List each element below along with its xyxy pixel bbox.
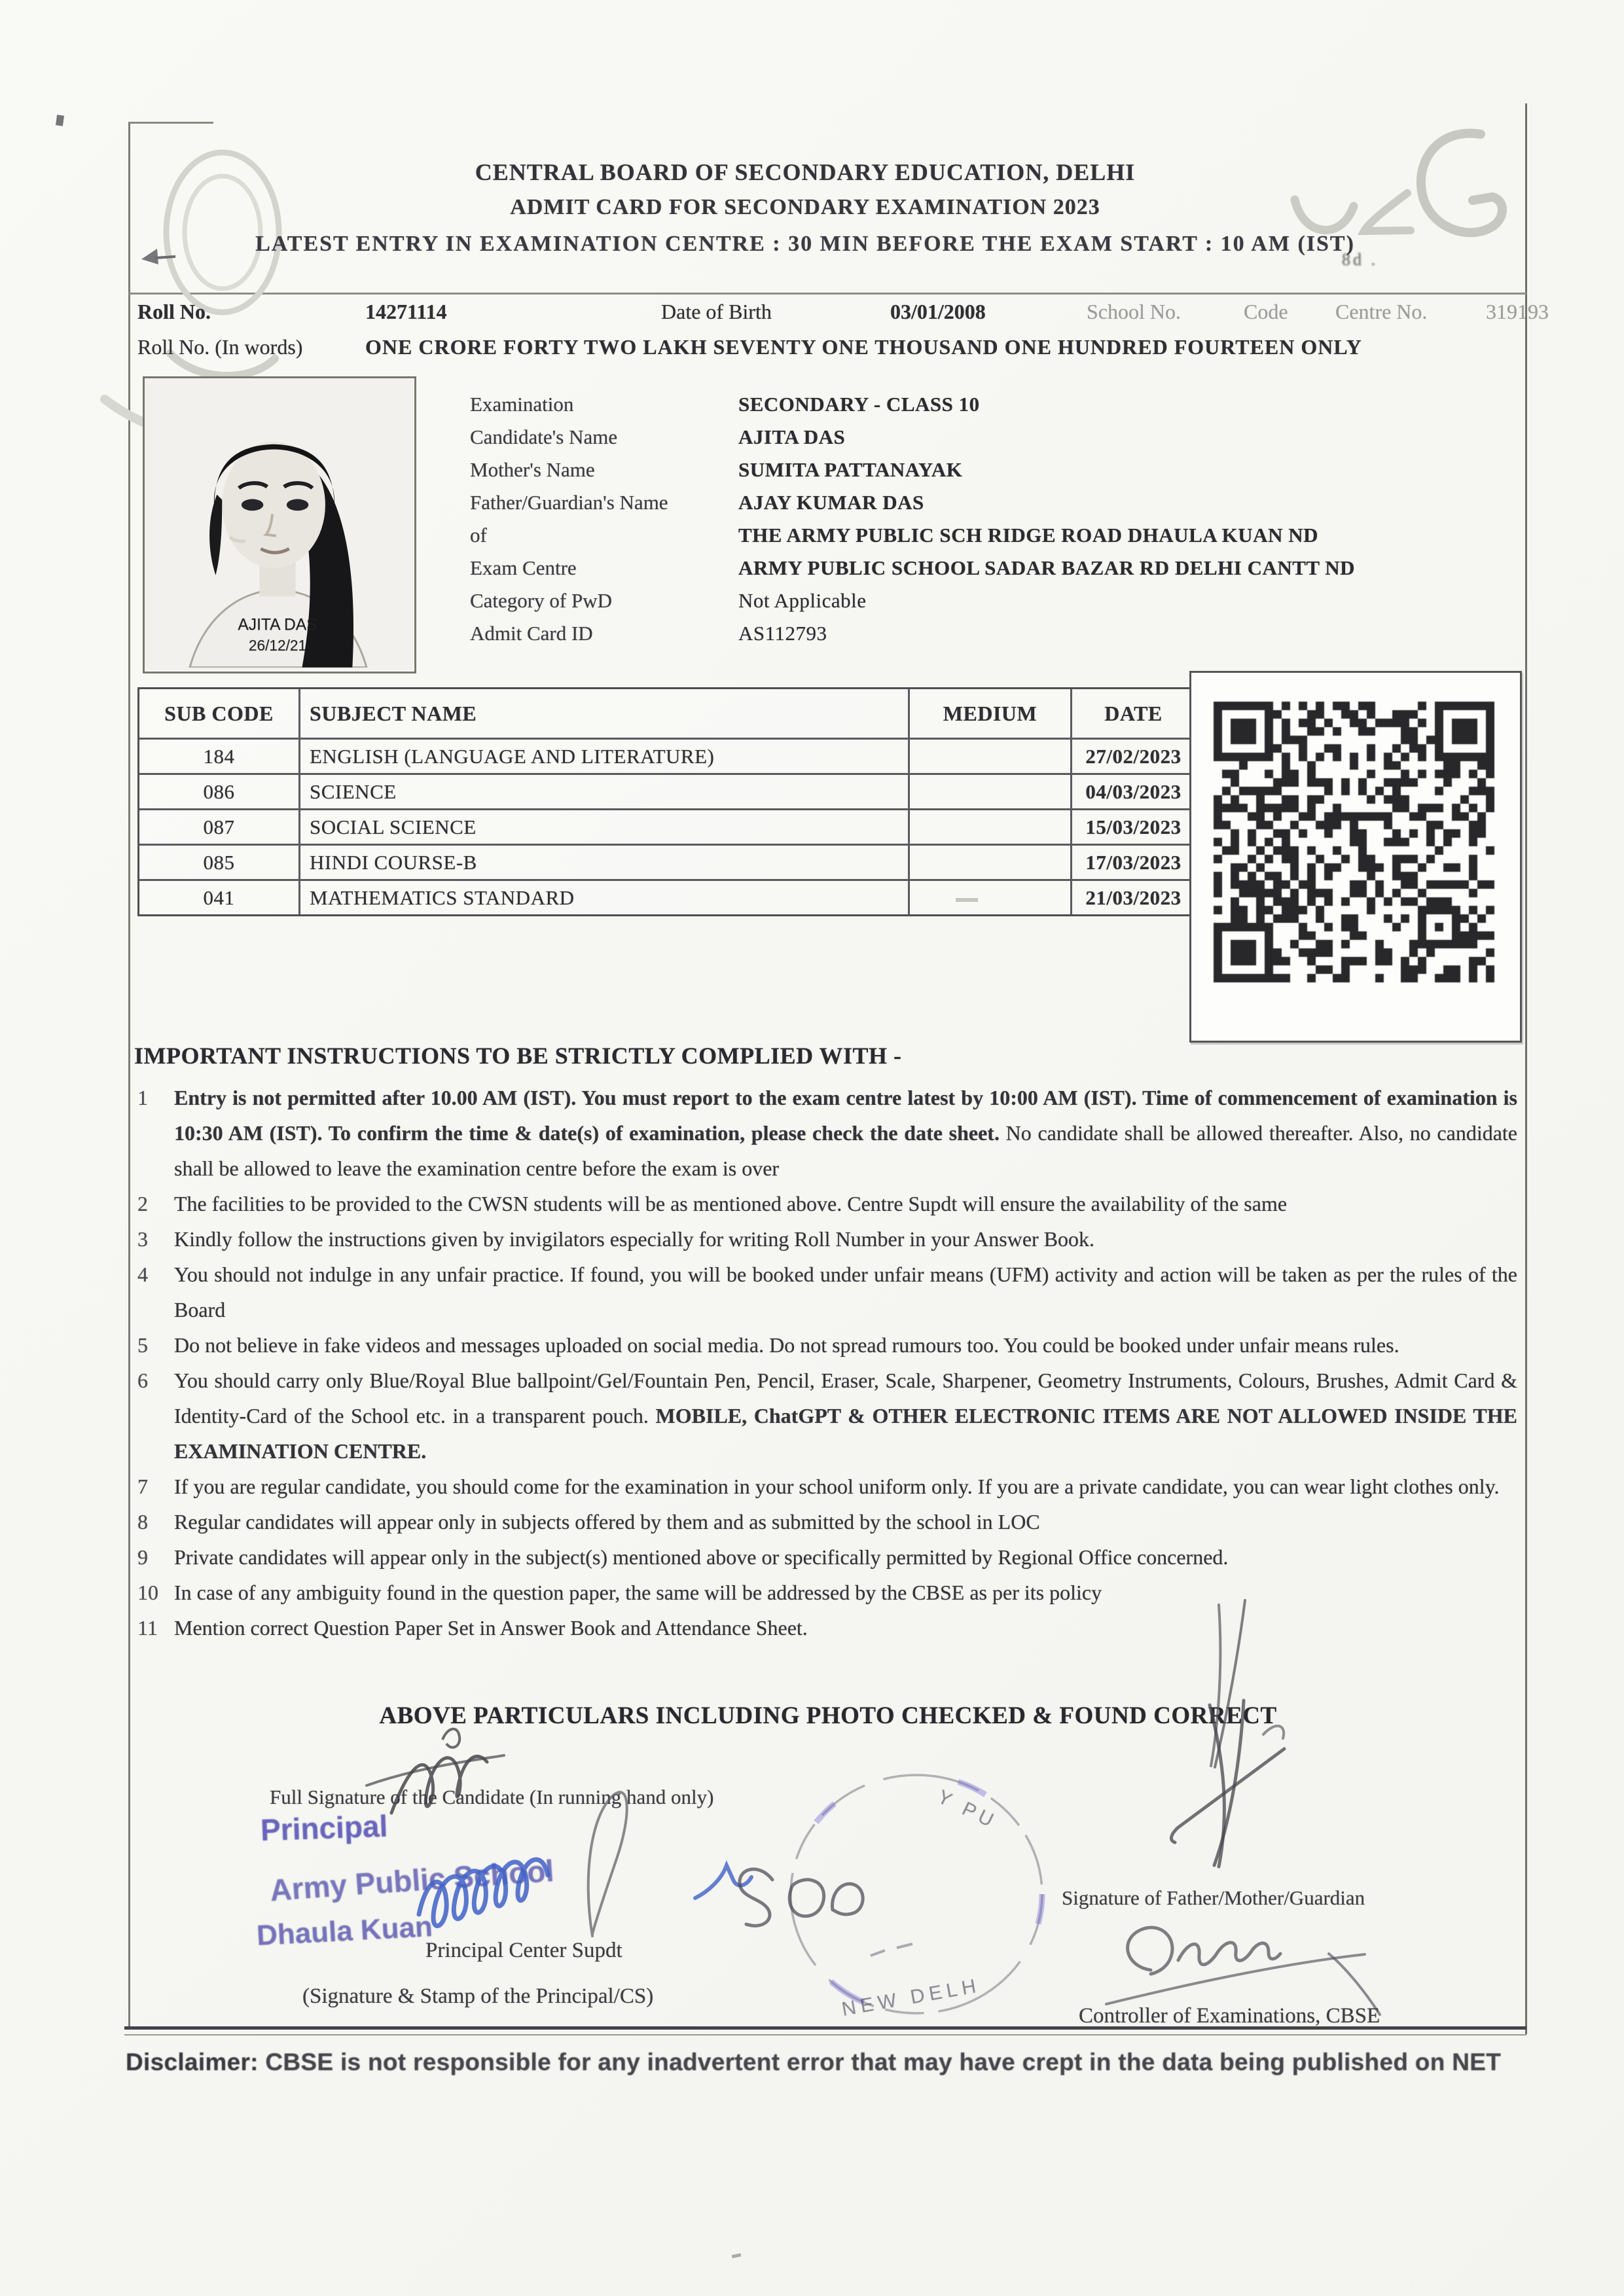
scan-artifact-2	[732, 2253, 742, 2259]
disclaimer	[126, 2049, 1540, 2076]
sub-code: 086	[203, 780, 235, 803]
centre-no-label: Centre No.	[1335, 300, 1428, 323]
detail-label: Father/Guardian's Name	[470, 491, 668, 514]
detail-value: AJAY KUMAR DAS	[738, 491, 924, 514]
detail-row	[470, 556, 1517, 589]
header	[131, 158, 1479, 257]
candidate-details	[470, 393, 1517, 655]
detail-row	[470, 491, 1517, 524]
detail-label: Exam Centre	[470, 556, 577, 579]
principal-supdt-label: Principal Center Supdt	[425, 1939, 623, 1962]
card-border-left	[128, 123, 130, 2026]
guardian-signature-label: Signature of Father/Mother/Guardian	[1062, 1886, 1365, 1909]
col-date: DATE	[1070, 689, 1195, 738]
card-border-bottom-2	[124, 2034, 1526, 2036]
detail-value: AJITA DAS	[738, 425, 846, 448]
detail-row	[470, 622, 1517, 655]
instruction-item: 5 Do not believe in fake videos and messages uploaded on social media. Do not spread rumours too. You could be booked under unfair means rules.	[137, 1333, 1399, 1357]
principal-supdt-sublabel: (Signature & Stamp of the Principal/CS)	[302, 1984, 654, 2008]
detail-row	[470, 425, 1517, 458]
detail-label: Candidate's Name	[470, 425, 618, 448]
detail-row	[470, 589, 1517, 622]
sub-code: 184	[203, 744, 235, 768]
subject-name: SCIENCE	[298, 775, 908, 808]
card-border-right	[1525, 103, 1527, 2034]
board-title: CENTRAL BOARD OF SECONDARY EDUCATION, DELHI	[475, 159, 1136, 185]
instructions-list	[137, 1080, 1517, 1645]
subject-row	[139, 844, 1195, 879]
controller-label: Controller of Examinations, CBSE	[1079, 2004, 1380, 2028]
candidate-photo	[143, 376, 416, 673]
medium	[908, 740, 1070, 773]
sub-code: 041	[203, 886, 235, 909]
detail-label: of	[470, 524, 487, 547]
subject-row	[139, 773, 1195, 808]
detail-row	[470, 393, 1517, 425]
exam-date: 04/03/2023	[1070, 775, 1195, 808]
round-stamp-bottom-text: NEW DELH	[840, 1975, 983, 2020]
photo-caption-date: 26/12/21	[248, 637, 307, 655]
subjects-table	[137, 687, 1197, 916]
subject-name: HINDI COURSE-B	[298, 846, 908, 879]
corner-mark: 8d .	[1342, 250, 1378, 269]
sub-code: 085	[203, 850, 235, 874]
particulars-checked-line: ABOVE PARTICULARS INCLUDING PHOTO CHECKED & FOUND CORRECT	[379, 1702, 1277, 1729]
detail-label: Admit Card ID	[470, 622, 593, 645]
scan-smudge	[956, 898, 978, 902]
roll-no-value: 14271114	[365, 300, 447, 323]
subjects-header-row	[139, 689, 1195, 738]
instruction-item: 8 Regular candidates will appear only in subjects offered by them and as submitted by the school in LOC	[137, 1510, 1040, 1534]
card-title: ADMIT CARD FOR SECONDARY EXAMINATION 2023	[510, 195, 1100, 219]
medium	[908, 775, 1070, 808]
col-subject-name: SUBJECT NAME	[298, 689, 908, 738]
detail-label: Examination	[470, 393, 574, 416]
col-medium: MEDIUM	[908, 689, 1070, 738]
subject-row	[139, 879, 1195, 914]
sub-code: 087	[203, 815, 235, 838]
instruction-item: 6 You should carry only Blue/Royal Blue ballpoint/Gel/Fountain Pen, Pencil, Eraser, Scale, Sharpener, Geometry Instruments, Colours, Brushes, Admit Card & Identity-Card of the School etc. in a transparent pouch. MOBILE, ChatGPT & OTHER ELECTRONIC ITEMS ARE NOT ALLOWED INSIDE THE EXAMINATION CENTRE.	[137, 1369, 1518, 1463]
col-sub-code: SUB CODE	[164, 701, 274, 725]
qr-code	[1189, 671, 1522, 1043]
medium	[908, 810, 1070, 844]
scan-artifact	[56, 115, 64, 126]
principal-stamp-line2: Army Public School	[268, 1853, 555, 1908]
subject-name: MATHEMATICS STANDARD	[298, 881, 908, 914]
detail-value: Not Applicable	[738, 589, 867, 612]
detail-row	[470, 524, 1517, 556]
qr-code-icon	[1214, 702, 1494, 982]
detail-label: Category of PwD	[470, 589, 612, 612]
detail-value: SECONDARY - CLASS 10	[738, 393, 980, 416]
exam-date: 17/03/2023	[1070, 846, 1195, 879]
medium	[908, 846, 1070, 879]
detail-row	[470, 458, 1517, 491]
dob-value: 03/01/2008	[890, 300, 986, 323]
instruction-item: 2 The facilities to be provided to the CWSN students will be as mentioned above. Centre Supdt will ensure the availability of the same	[137, 1192, 1288, 1215]
detail-value: THE ARMY PUBLIC SCH RIDGE ROAD DHAULA KUAN ND	[738, 524, 1318, 547]
instruction-item: 11 Mention correct Question Paper Set in Answer Book and Attendance Sheet.	[137, 1616, 808, 1640]
round-stamp-top-text: Y PU	[933, 1785, 1001, 1834]
school-no-label: School No.	[1087, 300, 1181, 323]
photo-caption-name: AJITA DAS	[238, 616, 317, 634]
detail-value: SUMITA PATTANAYAK	[738, 458, 963, 481]
candidate-signature-label: Full Signature of the Candidate (In running hand only)	[270, 1785, 714, 1808]
instruction-item: 7 If you are regular candidate, you should come for the examination in your school uniform only. If you are a private candidate, you can wear light clothes only.	[137, 1475, 1500, 1498]
arrow-icon	[137, 247, 177, 274]
dob-label: Date of Birth	[661, 300, 772, 323]
instructions-title: IMPORTANT INSTRUCTIONS TO BE STRICTLY COMPLIED WITH -	[134, 1043, 902, 1069]
entry-notice: LATEST ENTRY IN EXAMINATION CENTRE : 30 MIN BEFORE THE EXAM START : 10 AM (IST)	[255, 232, 1355, 256]
guardian-signature	[1139, 1590, 1335, 1878]
medium	[908, 881, 1070, 914]
exam-date: 21/03/2023	[1070, 881, 1195, 914]
subject-name: SOCIAL SCIENCE	[298, 810, 908, 844]
subject-name: ENGLISH (LANGUAGE AND LITERATURE)	[298, 740, 908, 773]
card-border-top	[128, 122, 213, 124]
detail-value: ARMY PUBLIC SCHOOL SADAR BAZAR RD DELHI CANTT ND	[738, 556, 1356, 579]
code-label: Code	[1244, 300, 1288, 323]
disclaimer-label: Disclaimer:	[126, 2049, 259, 2075]
centre-no-value: 319193	[1486, 300, 1549, 323]
candidate-portrait-icon	[145, 378, 410, 668]
exam-date: 27/02/2023	[1070, 740, 1195, 773]
roll-words-label: Roll No. (In words)	[137, 335, 303, 359]
roll-no-label: Roll No.	[137, 300, 211, 323]
instruction-item: 4 You should not indulge in any unfair practice. If found, you will be booked under unfair means (UFM) activity and action will be taken as per the rules of the Board	[137, 1263, 1517, 1321]
detail-label: Mother's Name	[470, 458, 595, 481]
instruction-item: 1 Entry is not permitted after 10.00 AM (IST). You must report to the exam centre latest by 10:00 AM (IST). Time of commencement of examination is 10:30 AM (IST). To confirm the time & date(s) of examination, please check the date sheet. No candidate shall be allowed thereafter. Also, no candidate shall be allowed to leave the examination centre before the exam is over	[137, 1086, 1517, 1180]
disclaimer-text: CBSE is not responsible for any inadvertent error that may have crept in the data being published on NET	[265, 2049, 1502, 2075]
instruction-item: 10 In case of any ambiguity found in the question paper, the same will be addressed by the CBSE as per its policy	[137, 1581, 1102, 1604]
principal-stamp-line3: Dhaula Kuan	[255, 1910, 433, 1952]
subject-row	[139, 738, 1195, 773]
instruction-item: 9 Private candidates will appear only in the subject(s) mentioned above or specifically permitted by Regional Office concerned.	[137, 1545, 1229, 1569]
instruction-item: 3 Kindly follow the instructions given by invigilators especially for writing Roll Number in your Answer Book.	[137, 1227, 1095, 1251]
detail-value: AS112793	[738, 622, 827, 645]
subject-row	[139, 808, 1195, 844]
roll-words-value: ONE CRORE FORTY TWO LAKH SEVENTY ONE THOUSAND ONE HUNDRED FOURTEEN ONLY	[365, 335, 1362, 359]
round-stamp-icon	[772, 1759, 1060, 2034]
exam-date: 15/03/2023	[1070, 810, 1195, 844]
principal-stamp-line1: Principal	[260, 1808, 389, 1848]
